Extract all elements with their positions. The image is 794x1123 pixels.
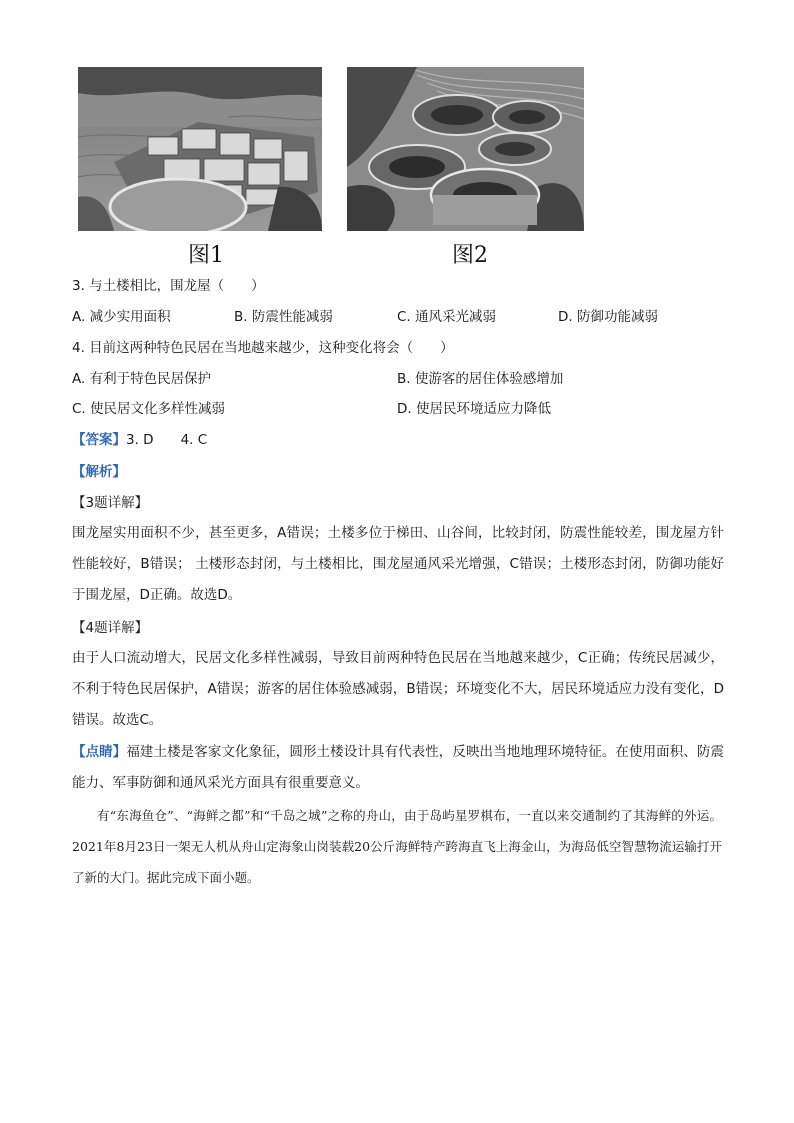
q4-option-a — [72, 369, 211, 389]
option-text: 使游客的居住体验感增加 — [414, 371, 564, 387]
question-3-stem: 3. 与土楼相比，围龙屋（ ） — [72, 278, 265, 294]
detail-3-text: 围龙屋实用面积不少，甚至更多，A错误；土楼多位于梯田、山谷间，比较封闭，防震性能较差，围龙屋方针性能较好，B错误； 土楼形态封闭，与土楼相比，围龙屋通风采光增强，C错误；土楼形态封闭，防御功能好于围龙屋，D正确。故选D。 — [72, 525, 724, 603]
tulou-photo-icon — [347, 67, 584, 231]
detail-4-text: 由于人口流动增大，民居文化多样性减弱，导致目前两种特色民居在当地越来越少，C正确；传统民居减少，不利于特色民居保护，A错误；游客的居住体验感减弱，B错误；环境变化不大，居民环境适应力没有变化，D错误。故选C。 — [72, 650, 724, 728]
answer-label: 【答案】 — [72, 432, 126, 448]
option-letter: A. — [72, 309, 86, 325]
q4-option-d — [397, 399, 551, 419]
figure-1-photo — [78, 67, 322, 231]
option-text: 通风采光减弱 — [415, 309, 497, 325]
option-letter: C. — [72, 401, 86, 417]
option-letter: D. — [558, 309, 573, 325]
q3-option-a — [72, 307, 171, 327]
option-text: 防御功能减弱 — [576, 309, 658, 325]
question-4-stem: 4. 目前这两种特色民居在当地越来越少，这种变化将会（ ） — [72, 340, 454, 356]
option-letter: B. — [234, 309, 248, 325]
option-letter: C. — [397, 309, 411, 325]
q3-option-d — [558, 307, 658, 327]
q4-option-c — [72, 399, 225, 419]
figure-2-photo — [347, 67, 584, 231]
option-letter: D. — [397, 401, 412, 417]
option-text: 防震性能减弱 — [251, 309, 333, 325]
figure-1-caption: 图1 — [188, 243, 224, 268]
option-letter: A. — [72, 371, 86, 387]
analysis-label: 【解析】 — [72, 464, 126, 480]
option-text: 减少实用面积 — [89, 309, 171, 325]
option-letter: B. — [397, 371, 411, 387]
detail-3-label: 【3题详解】 — [72, 495, 149, 511]
q4-option-b — [397, 369, 563, 389]
q3-option-b — [234, 307, 333, 327]
q3-option-c — [397, 307, 496, 327]
figure-2-caption: 图2 — [452, 243, 488, 268]
option-text: 使民居文化多样性减弱 — [90, 401, 226, 417]
answer-line — [72, 430, 207, 450]
detail-4-label: 【4题详解】 — [72, 620, 149, 636]
answer-text: 3. D 4. C — [126, 432, 208, 448]
option-text: 有利于特色民居保护 — [89, 371, 212, 387]
comment-label: 【点睛】 — [72, 744, 127, 760]
comment-text: 福建土楼是客家文化象征，圆形土楼设计具有代表性，反映出当地地理环境特征。在使用面积、防震能力、军事防御和通风采光方面具有很重要意义。 — [72, 744, 725, 791]
material-paragraph: 有“东海鱼仓”、“海鲜之都”和“千岛之城”之称的舟山，由于岛屿星罗棋布，一直以来交通制约了其海鲜的外运。2021年8月23日一架无人机从舟山定海象山岗装载20公斤海鲜特产跨海直飞上海金山，为海岛低空智慧物流运输打开了新的大门。据此完成下面小题。 — [72, 808, 722, 885]
option-text: 使居民环境适应力降低 — [415, 401, 551, 417]
weilong-house-photo-icon — [78, 67, 322, 231]
comment-paragraph — [72, 737, 724, 799]
